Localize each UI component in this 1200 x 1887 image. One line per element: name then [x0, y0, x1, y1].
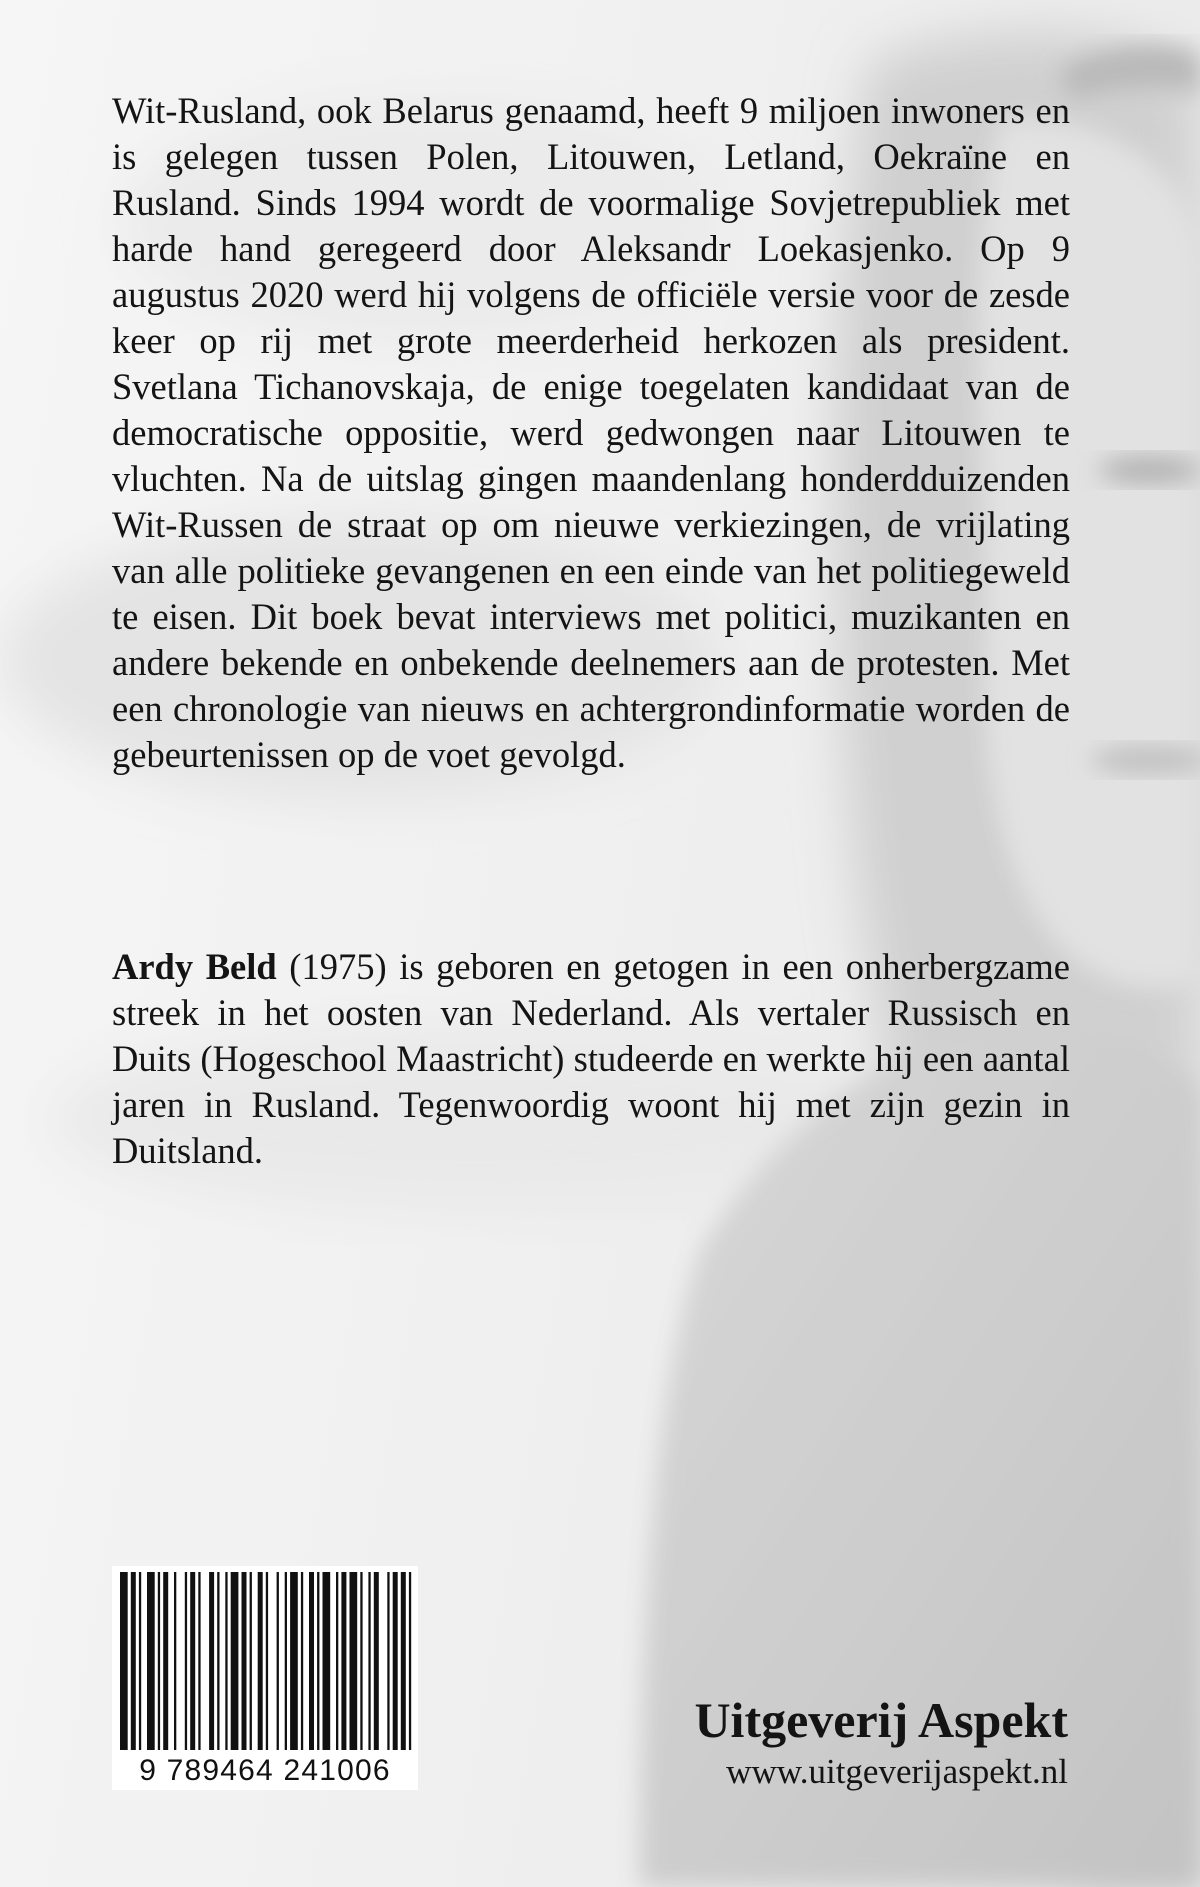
barcode-bar: [285, 1572, 287, 1750]
barcode-bar: [393, 1572, 398, 1750]
blurb-text: Wit-Rusland, ook Belarus genaamd, heeft 9 miljoen inwoners en is gelegen tussen Polen, Litouwen, Letland, Oekraïne en Rusland. Sinds 1994 wordt de voormalige Sovjetrepubliek met harde hand geregeerd door Aleksandr Loekasjenko. Op 9 augustus 2020 werd hij volgens de officiële versie voor de zesde keer op rij met grote meerderheid herkozen als president. Svetlana Tichanovskaja, de enige toegelaten kandidaat van de democratische oppositie, werd gedwongen naar Litouwen te vluchten. Na de uitslag gingen maandenlang honderdduizenden Wit-Russen de straat op om nieuwe verkiezingen, de vrijlating van alle politieke gevangenen en een einde van het politiegeweld te eisen. Dit boek bevat interviews met politici, muzikanten en andere bekende en onbekende deelnemers aan de protesten. Met een chronologie van nieuws en achtergrondinformatie worden de gebeurtenissen op de voet gevolgd.: [112, 90, 1070, 775]
barcode-bar: [190, 1572, 195, 1750]
barcode-bar: [409, 1572, 411, 1750]
barcode-bar: [266, 1572, 268, 1750]
barcode-bar: [198, 1572, 200, 1750]
publisher-name: Uitgeverij Aspekt: [694, 1692, 1068, 1748]
barcode-bar: [250, 1572, 252, 1750]
barcode-bar: [242, 1572, 247, 1750]
barcode-bar: [158, 1572, 160, 1750]
barcode-bar: [387, 1572, 389, 1750]
barcode-bar: [258, 1572, 263, 1750]
barcode-bar: [163, 1572, 168, 1750]
barcode-bar: [231, 1572, 239, 1750]
barcode-bar: [368, 1572, 370, 1750]
barcode-bar: [277, 1572, 279, 1750]
barcode-bar: [309, 1572, 314, 1750]
barcode-bar: [374, 1572, 379, 1750]
barcode-bar: [301, 1572, 303, 1750]
barcode-bar: [323, 1572, 331, 1750]
barcode-bar: [401, 1572, 406, 1750]
author-bio-text: (1975) is geboren en getogen in een onherbergzame streek in het oosten van Nederland. Als vertaler Russisch en Duits (Hogeschool Maastricht) studeerde en werkte hij een aantal jaren in Rusland. Tegenwoordig woont hij met zijn gezin in Duitsland.: [112, 946, 1070, 1171]
author-bio-paragraph: [112, 944, 1070, 1174]
barcode-bar: [174, 1572, 176, 1750]
barcode-bar: [317, 1572, 319, 1750]
barcode-bar: [185, 1572, 187, 1750]
isbn-digits: 9 789464 241006: [139, 1754, 391, 1787]
barcode-bar: [147, 1572, 155, 1750]
barcode-bar: [336, 1572, 338, 1750]
isbn-barcode: [112, 1566, 418, 1790]
barcode-bar: [209, 1572, 214, 1750]
publisher-website: www.uitgeverijaspekt.nl: [726, 1752, 1068, 1791]
barcode-bar: [341, 1572, 346, 1750]
barcode-bar: [360, 1572, 362, 1750]
barcode-bar: [217, 1572, 219, 1750]
barcode-bar: [225, 1572, 227, 1750]
author-name: Ardy Beld: [112, 946, 277, 987]
barcode-bar: [139, 1572, 141, 1750]
barcode-bar: [131, 1572, 136, 1750]
barcode-bar: [350, 1572, 358, 1750]
book-blurb-paragraph: [112, 88, 1070, 778]
barcode-bars: [112, 1566, 418, 1754]
barcode-bar: [290, 1572, 298, 1750]
barcode-bar: [120, 1572, 128, 1750]
